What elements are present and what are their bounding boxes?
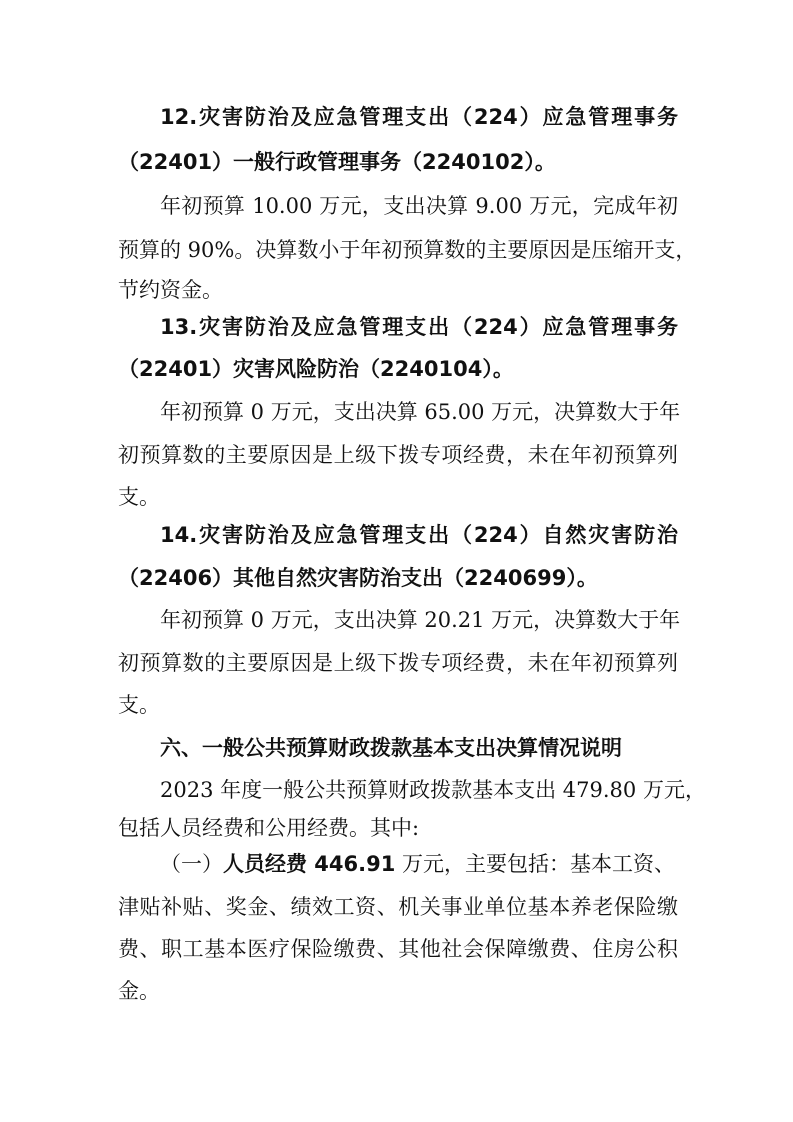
section-13-body-line1: 年初预算 0 万元，支出决算 65.00 万元，决算数大于年	[160, 400, 681, 424]
section-12-heading-line1: 12.灾害防治及应急管理支出（224）应急管理事务	[160, 105, 678, 129]
section-13-body-line2: 初预算数的主要原因是上级下拨专项经费，未在年初预算列	[118, 443, 678, 467]
personnel-expense-line3: 费、职工基本医疗保险缴费、其他社会保障缴费、住房公积	[118, 937, 678, 961]
item1-rest: 万元，主要包括：基本工资、	[395, 852, 676, 876]
section-14-body-line2: 初预算数的主要原因是上级下拨专项经费，未在年初预算列	[118, 651, 678, 675]
section-12-body-line2: 预算的 90%。决算数小于年初预算数的主要原因是压缩开支，	[118, 238, 697, 262]
section-14-body-line1: 年初预算 0 万元，支出决算 20.21 万元，决算数大于年	[160, 608, 681, 632]
section-six-title: 六、一般公共预算财政拨款基本支出决算情况说明	[160, 736, 622, 760]
section-14-heading-line1: 14.灾害防治及应急管理支出（224）自然灾害防治	[160, 523, 678, 547]
section-13-body-line3: 支。	[118, 485, 160, 509]
item1-prefix: （一）	[160, 852, 223, 876]
section-six-intro-line2: 包括人员经费和公用经费。其中:	[118, 816, 420, 840]
personnel-expense-amount: 人员经费 446.91	[223, 852, 396, 876]
section-12-heading-line2: （22401）一般行政管理事务（2240102）。	[118, 150, 556, 174]
personnel-expense-line	[160, 849, 678, 879]
section-12-body-line3: 节约资金。	[118, 278, 223, 302]
section-13-heading-line2: （22401）灾害风险防治（2240104）。	[118, 357, 514, 381]
section-14-body-line3: 支。	[118, 693, 160, 717]
section-14-heading-line2: （22406）其他自然灾害防治支出（2240699）。	[118, 566, 598, 590]
section-13-heading-line1: 13.灾害防治及应急管理支出（224）应急管理事务	[160, 315, 678, 339]
personnel-expense-line4: 金。	[118, 979, 160, 1003]
personnel-expense-line2: 津贴补贴、奖金、绩效工资、机关事业单位基本养老保险缴	[118, 895, 678, 919]
section-12-body-line1: 年初预算 10.00 万元，支出决算 9.00 万元，完成年初	[160, 194, 678, 218]
section-six-intro-line1: 2023 年度一般公共预算财政拨款基本支出 479.80 万元，	[160, 778, 706, 802]
